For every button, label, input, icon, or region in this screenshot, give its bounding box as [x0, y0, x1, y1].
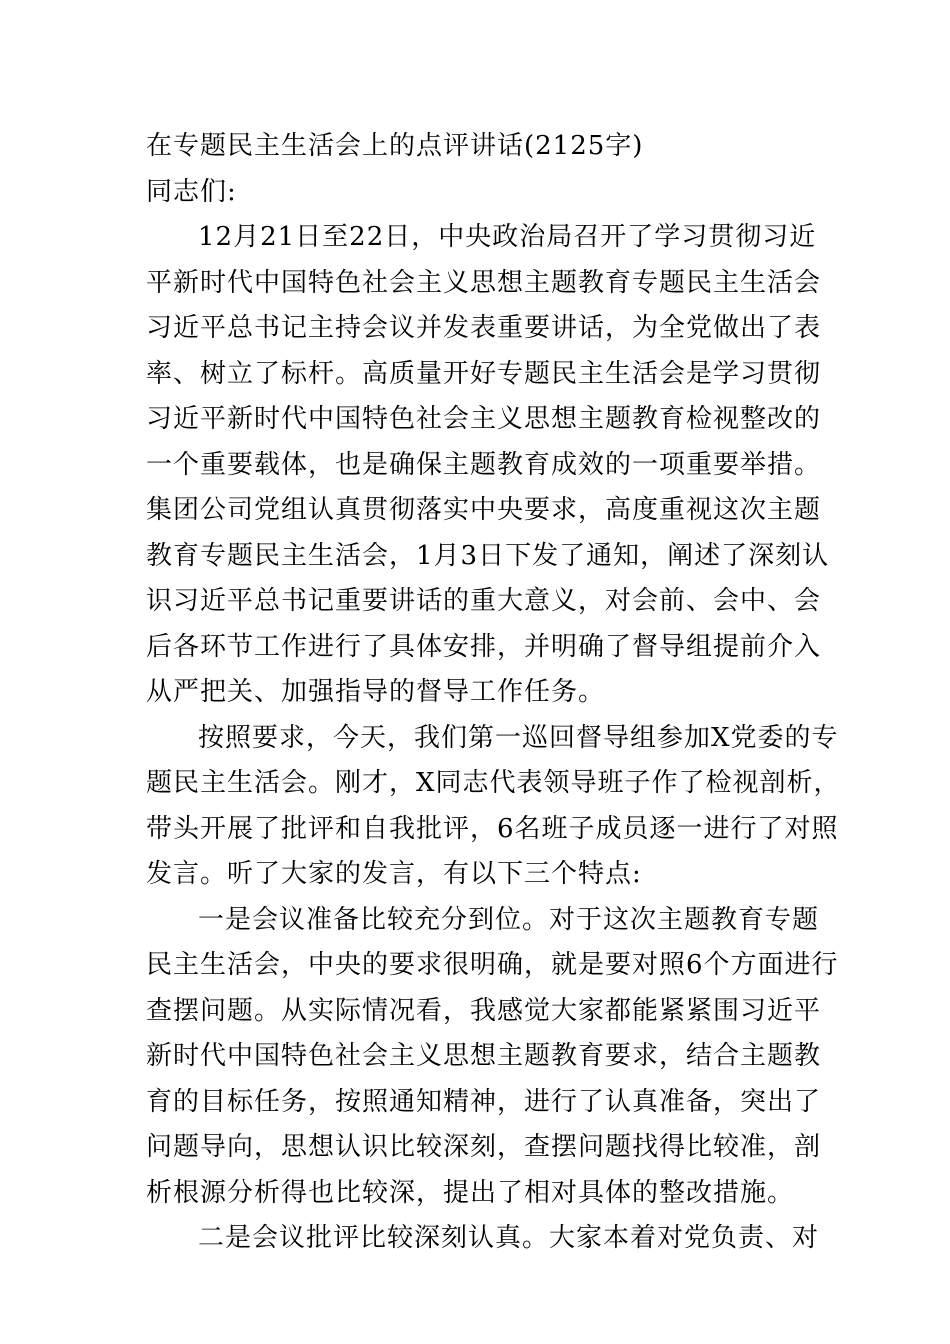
paragraph-1-line: 一个重要载体，也是确保主题教育成效的一项重要举措。 [146, 449, 822, 480]
paragraph-3-line: 民主生活会，中央的要求很明确，就是要对照6个方面进行 [146, 950, 839, 980]
paragraph-1-line: 教育专题民主生活会，1月3日下发了通知，阐述了深刻认 [146, 540, 830, 571]
paragraph-3-line: 育的目标任务，按照通知精神，进行了认真准备，突出了 [146, 1086, 822, 1117]
paragraph-4-line: 二是会议批评比较深刻认真。大家本着对党负责、对 [198, 1223, 820, 1253]
paragraph-1-line: 平新时代中国特色社会主义思想主题教育专题民主生活会 [146, 267, 822, 298]
document-body [146, 124, 841, 1262]
paragraph-2-line: 题民主生活会。刚才，X同志代表领导班子作了检视剖析， [146, 768, 841, 798]
paragraph-3-line: 查摆问题。从实际情况看，我感觉大家都能紧紧围习近平 [146, 995, 822, 1026]
paragraph-1-line: 后各环节工作进行了具体安排，并明确了督导组提前介入 [146, 631, 822, 662]
paragraph-1-line: 习近平新时代中国特色社会主义思想主题教育检视整改的 [146, 404, 822, 434]
paragraph-1-line: 从严把关、加强指导的督导工作任务。 [146, 677, 606, 707]
paragraph-3-line: 一是会议准备比较充分到位。对于这次主题教育专题 [198, 904, 820, 935]
paragraph-1-line: 习近平总书记主持会议并发表重要讲话，为全党做出了表 [146, 313, 822, 343]
paragraph-3-line: 析根源分析得也比较深，提出了相对具体的整改措施。 [146, 1177, 795, 1208]
paragraph-3-line: 新时代中国特色社会主义思想主题教育要求，结合主题教 [146, 1041, 822, 1071]
paragraph-1-line: 识习近平总书记重要讲话的重大意义，对会前、会中、会 [146, 586, 822, 616]
paragraph-2-line: 发言。听了大家的发言，有以下三个特点: [146, 859, 642, 889]
paragraph-1-line: 集团公司党组认真贯彻落实中央要求，高度重视这次主题 [146, 495, 822, 525]
salutation: 同志们: [146, 176, 237, 207]
paragraph-1-line: 12月21日至22日，中央政治局召开了学习贯彻习近 [198, 222, 817, 252]
paragraph-3-line: 问题导向，思想认识比较深刻，查摆问题找得比较准，剖 [146, 1132, 822, 1162]
paragraph-2-line: 带头开展了批评和自我批评，6名班子成员逐一进行了对照 [146, 813, 839, 844]
document-title: 在专题民主生活会上的点评讲话(2125字) [146, 131, 644, 161]
paragraph-2-line: 按照要求，今天，我们第一巡回督导组参加X党委的专 [198, 722, 839, 753]
paragraph-1-line: 率、树立了标杆。高质量开好专题民主生活会是学习贯彻 [146, 358, 822, 389]
